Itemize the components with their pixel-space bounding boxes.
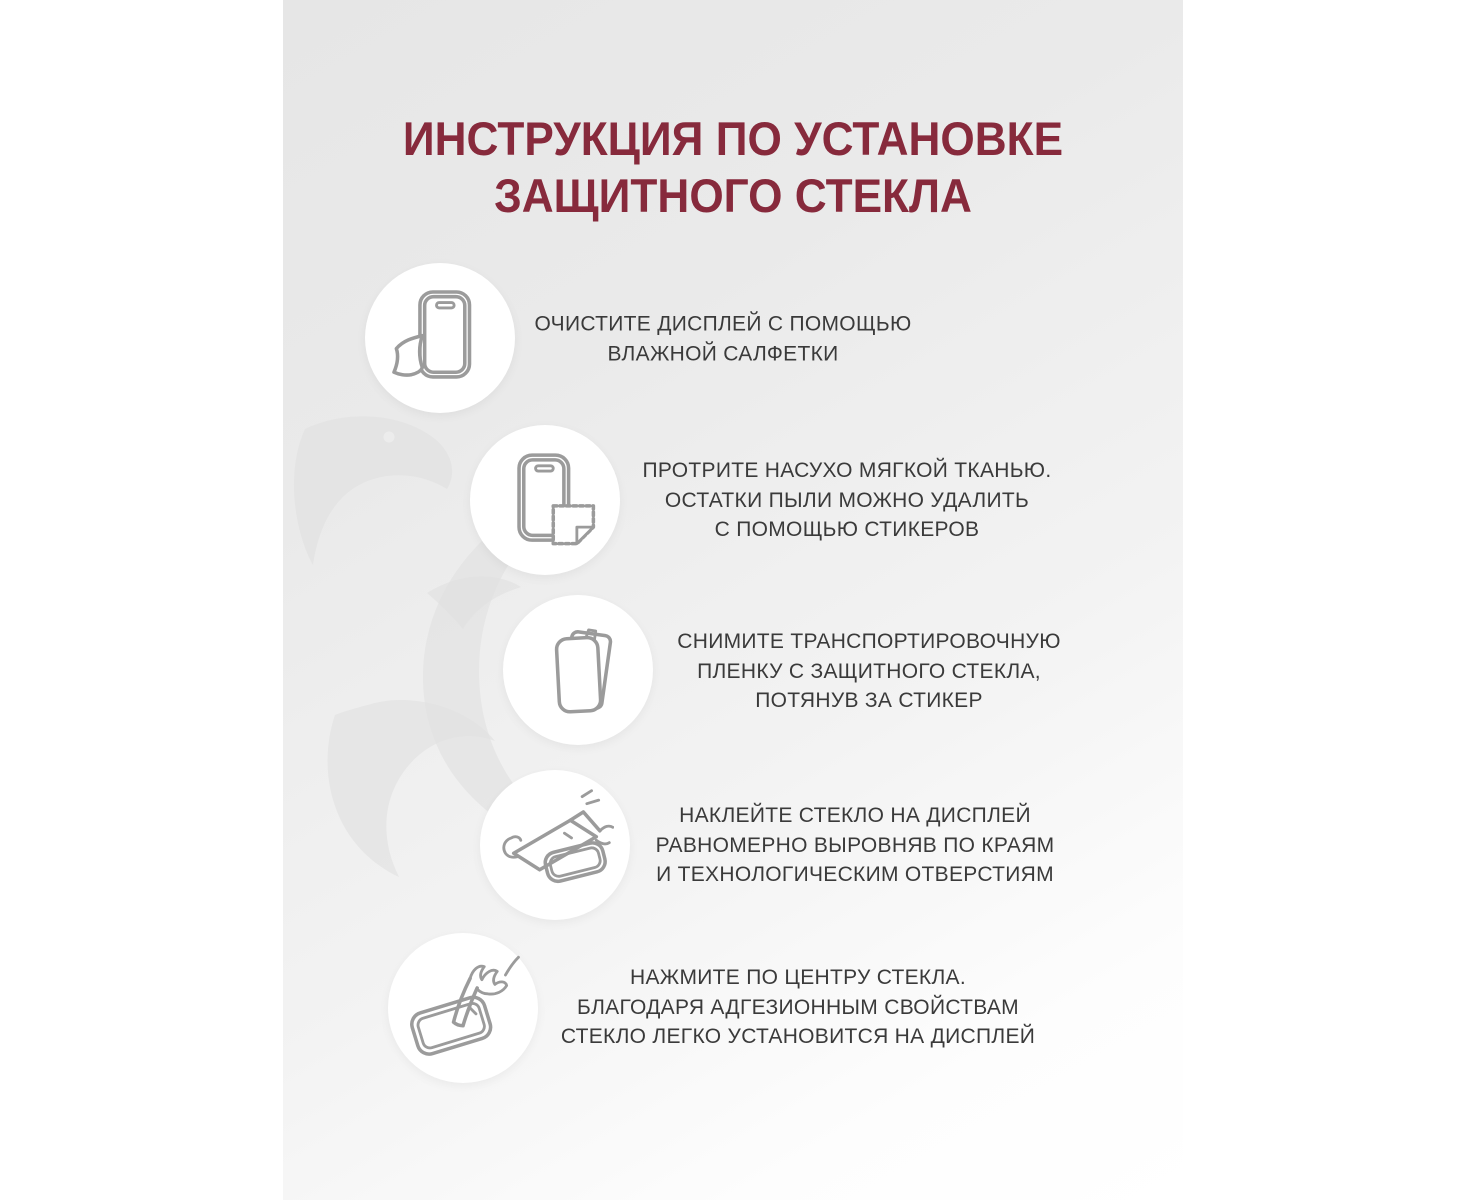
step-2-line-1: ПРОТРИТЕ НАСУХО МЯГКОЙ ТКАНЬЮ. [642,458,1052,482]
peel-transport-film-icon [519,611,637,729]
step-3-text [677,627,1060,716]
step-3-line-3: ПОТЯНУВ ЗА СТИКЕР [755,688,983,712]
step-3-line-1: СНИМИТЕ ТРАНСПОРТИРОВОЧНУЮ [677,629,1061,653]
page-title-line-1: ИНСТРУКЦИЯ ПО УСТАНОВКЕ [402,112,1064,165]
press-glass-center-icon [404,949,522,1067]
step-3-icon-circle [503,595,653,745]
step-2-line-2: ОСТАТКИ ПЫЛИ МОЖНО УДАЛИТЬ [664,488,1030,512]
dolphin-eye [384,432,395,443]
step-2-icon-circle [470,425,620,575]
step-3-line-2: ПЛЕНКУ С ЗАЩИТНОГО СТЕКЛА, [697,659,1041,683]
page-title-line-2: ЗАЩИТНОГО СТЕКЛА [494,169,972,222]
step-2-text [643,456,1052,545]
phone-microfiber-cloth-icon [486,441,604,559]
step-4-icon-circle [480,770,630,920]
step-1-line-1: ОЧИСТИТЕ ДИСПЛЕЙ С ПОМОЩЬЮ [534,312,912,336]
step-1-icon-circle [365,263,515,413]
step-4-line-1: НАКЛЕЙТЕ СТЕКЛО НА ДИСПЛЕЙ [679,803,1031,827]
poster-content-area [283,0,1183,1200]
page-title [310,110,1156,224]
step-5-text [561,963,1035,1052]
step-5-line-3: СТЕКЛО ЛЕГКО УСТАНОВИТСЯ НА ДИСПЛЕЙ [560,1024,1036,1048]
step-1-text [534,310,911,369]
step-4-line-2: РАВНОМЕРНО ВЫРОВНЯВ ПО КРАЯМ [655,833,1055,857]
step-2-line-3: С ПОМОЩЬЮ СТИКЕРОВ [714,517,980,541]
step-5-line-1: НАЖМИТЕ ПО ЦЕНТРУ СТЕКЛА. [629,965,966,989]
align-glass-on-display-icon [496,786,614,904]
step-4-text [656,801,1055,890]
step-5-line-2: БЛАГОДАРЯ АДГЕЗИОННЫМ СВОЙСТВАМ [577,995,1019,1019]
step-4-line-3: И ТЕХНОЛОГИЧЕСКИМ ОТВЕРСТИЯМ [656,862,1054,886]
step-1-line-2: ВЛАЖНОЙ САЛФЕТКИ [607,342,839,365]
phone-wet-wipe-icon [381,279,499,397]
step-5-icon-circle [388,933,538,1083]
